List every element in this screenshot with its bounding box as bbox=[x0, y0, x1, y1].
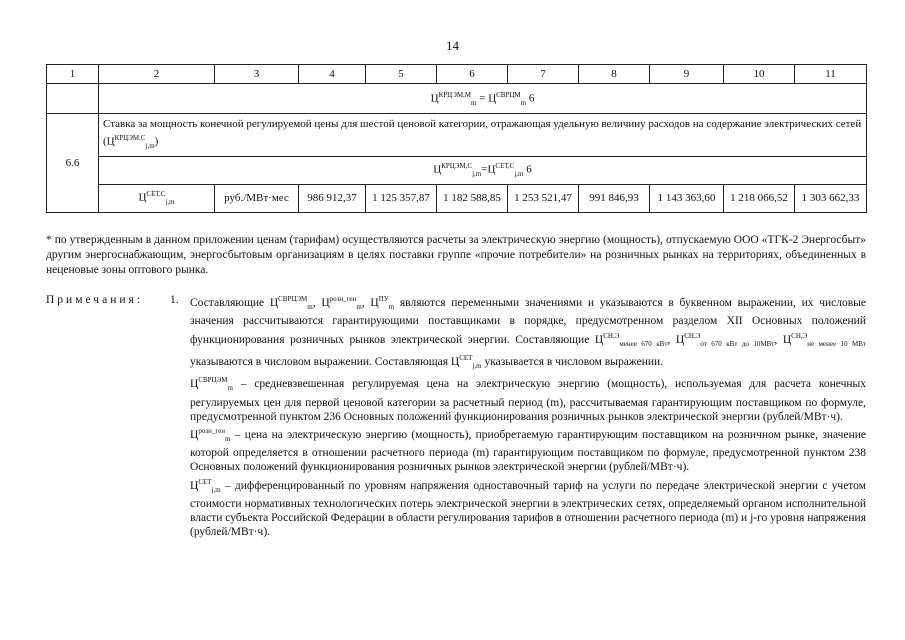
row-description: Ставка за мощность конечной регулируемой цены для шестой ценовой категории, отражающая удельную величину расходов на содержание электрических сетей $(Ц^{КРЦЭМ,С}_{j,m})$ bbox=[99, 114, 867, 157]
formula-top: $Ц^{КРЦЭМ,М}_m = Ц^{СВРЦМ}_m$ 6 bbox=[99, 84, 867, 114]
data-value: 991 846,93 bbox=[579, 184, 650, 212]
data-value: 1 218 066,52 bbox=[724, 184, 795, 212]
notes-body bbox=[190, 292, 866, 540]
notes-number: 1. bbox=[170, 294, 179, 306]
data-value: 1 182 588,85 bbox=[437, 184, 508, 212]
header-row bbox=[47, 65, 867, 84]
note-definition-rozn-gen: $Ц^{розн\_ген}_m$ – цена на электрическую энергию (мощность), приобретаемую гарантирующим поставщиком на розничном рынке, значение которой определяется в отношении расчетного периода (m) гарантирующим поставщиком по формуле, предусмотренной пунктом 238 Основных положений функционирования розничных рынков электрической энергии (рублей/МВт·ч). bbox=[190, 426, 866, 474]
note-definition-set: $Ц^{СЕТ}_{j,m}$ – дифференцированный по уровням напряжения одноставочный тариф на услуги по передаче электрической энергии с учетом стоимости нормативных технологических потерь электрической энергии в электрических сетях, определяемый органом исполнительной власти субъекта Российской Федерации в области регулирования тарифов в отношении расчетного периода (m) и j-го уровня напряжения (рублей/МВт·ч). bbox=[190, 477, 866, 539]
col-header: 1 bbox=[47, 65, 99, 84]
description-row bbox=[47, 114, 867, 157]
formula-row-top bbox=[47, 84, 867, 114]
data-value: 1 253 521,47 bbox=[508, 184, 579, 212]
col-header: 4 bbox=[299, 65, 366, 84]
col-header: 8 bbox=[579, 65, 650, 84]
col-header: 5 bbox=[366, 65, 437, 84]
note-definition-svrcem: $Ц^{СВРЦЭМ}_m$ – средневзвешенная регулируемая цена на электрическую энергию (мощность), используемая для расчета конечных регулируемых цен для первой ценовой категории за расчетный период (m), рассчитываемая гарантирующим поставщиком по формуле, предусмотренной пунктом 236 Основных положений функционирования розничных рынков электрической энергии (рублей/МВт·ч). bbox=[190, 376, 866, 423]
formula-row-mid bbox=[47, 156, 867, 184]
tariff-table bbox=[46, 64, 867, 213]
col-header: 10 bbox=[724, 65, 795, 84]
page-number: 14 bbox=[446, 38, 459, 53]
data-row bbox=[47, 184, 867, 212]
footnote: * по утвержденным в данном приложении ценам (тарифам) осуществляются расчеты за электрическую энергию (мощность), отпускаемую ООО «ТГК-2 Энергосбыт» другим энергоснабжающим, энергосбытовым организациям в целях поставки группе «прочие потребители» на розничных рынках на территориях, объединенных в неценовые зоны оптового рынка. bbox=[46, 234, 866, 276]
note-paragraph: Составляющие $Ц^{СВРЦЭМ}_m$, $Ц^{розн\_ген}_m$, $Ц^{ПУ}_m$ являются переменными значениями и указываются в буквенном выражении, их числовые значения рассчитываются гарантирующими поставщиками в порядке, предусмотренном разделом XII Основных положений функционирования розничных рынков электрической энергии. Составляющие $Ц^{СН,Э}_{менее 670 кВт}$, $Ц^{СН,Э}_{от 670 кВт до 10МВт}$, $Ц^{СН,Э}_{не менее 10 МВт}$ указываются в числовом выражении. Составляющая $Ц^{СЕТ}_{j,m}$ указывается в числовом выражении. bbox=[190, 295, 867, 370]
col-header: 2 bbox=[99, 65, 215, 84]
col-header: 11 bbox=[795, 65, 867, 84]
col-header: 9 bbox=[650, 65, 724, 84]
notes-label: Примечания: bbox=[46, 294, 143, 306]
col-header: 3 bbox=[215, 65, 299, 84]
data-value: 1 143 363,60 bbox=[650, 184, 724, 212]
col-header: 7 bbox=[508, 65, 579, 84]
data-value: 986 912,37 bbox=[299, 184, 366, 212]
data-symbol: $Ц^{СЕТ,С}_{j,m}$ bbox=[99, 184, 215, 212]
data-value: 1 303 662,33 bbox=[795, 184, 867, 212]
data-unit: руб./МВт·мес bbox=[215, 184, 299, 212]
col-header: 6 bbox=[437, 65, 508, 84]
row-number: 6.6 bbox=[47, 114, 99, 213]
formula-mid: $Ц^{КРЦЭМ,С}_{j,m}=Ц^{СЕТ,С}_{j,m}$ 6 bbox=[99, 156, 867, 184]
data-value: 1 125 357,87 bbox=[366, 184, 437, 212]
